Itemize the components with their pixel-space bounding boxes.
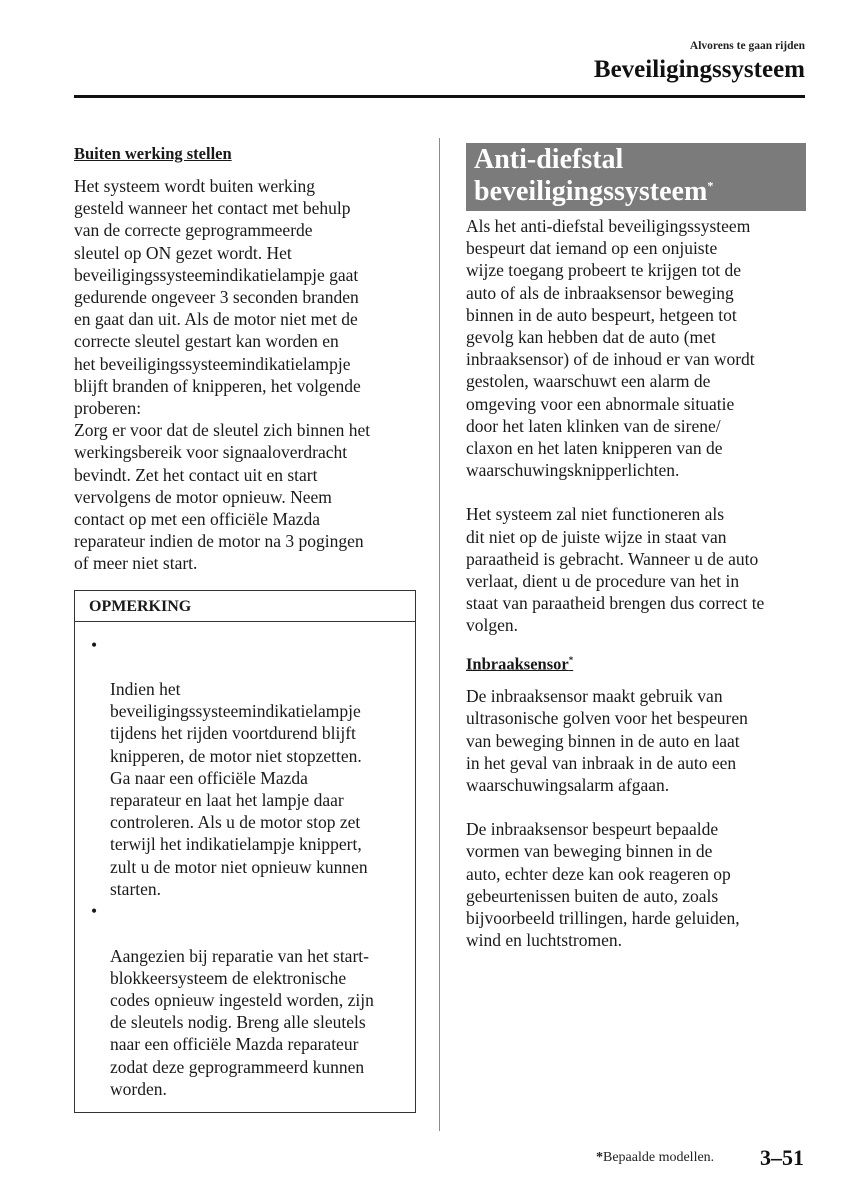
footnote-asterisk: *	[596, 1150, 603, 1165]
note-list	[75, 622, 415, 1112]
bullet-icon: •	[91, 634, 98, 655]
subhead-intrusion-sensor	[466, 649, 811, 676]
subhead-disable: Buiten werking stellen	[74, 144, 232, 163]
footnote	[596, 1150, 714, 1166]
asterisk-mark: *	[707, 178, 714, 193]
asterisk-mark: *	[568, 654, 574, 665]
disable-body-text: Het systeem wordt buiten werking gesteld wanneer het contact met behulp van de correcte geprogrammeerde sleutel op ON gezet wordt. Het beveiligingssysteemindikatielampje gaat gedurende ongeveer 3 seconden branden en gaat dan uit. Als de motor niet met de correcte sleutel gestart kan worden en het beveiligingssysteemindikatielampje blijft branden of knipperen, het volgende proberen: Zorg er voor dat de sleutel zich binnen het werkingsbereik voor signaaloverdracht bevindt. Zet het contact uit en start vervolgens de motor opnieuw. Neem contact op met een officiële Mazda reparateur indien de motor na 3 pogingen of meer niet start.	[74, 176, 371, 574]
section-label: Alvorens te gaan rijden	[689, 40, 805, 52]
sensor-limitations-text: De inbraaksensor bespeurt bepaalde vormen van beweging binnen in de auto, echter deze kan ook reageren op gebeurtenissen buiten de auto, zoals bijvoorbeeld trillingen, harde geluiden, wind en luchtstromen.	[466, 819, 740, 951]
note-item-text: Aangezien bij reparatie van het start- blokkeersysteem de elektronische codes opnieuw ingesteld worden, zijn de sleutels nodig. Breng alle sleutels naar een officiële Mazda reparateur zodat deze geprogrammeerd kunnen worden.	[110, 945, 374, 1099]
banner-title-line2	[474, 176, 713, 208]
header-rule	[74, 95, 805, 98]
footnote-text: Bepaalde modellen.	[603, 1150, 715, 1165]
antitheft-intro-text: Als het anti-diefstal beveiligingssysteem bespeurt dat iemand op een onjuiste wijze toegang probeert te krijgen tot de auto of als de inbraaksensor beweging binnen in de auto bespeurt, hetgeen tot gevolg kan hebben dat de auto (met inbraaksensor) of de inhoud er van wordt gestolen, waarschuwt een alarm de omgeving voor een abnormale situatie door het laten klinken van de sirene/ claxon en het laten knipperen van de waarschuwingsknipperlichten.	[466, 216, 755, 481]
page-number: 3–51	[760, 1145, 804, 1170]
section-banner	[466, 143, 806, 211]
column-divider	[439, 138, 440, 1131]
note-box	[74, 590, 416, 1113]
banner-title-text: beveiligingssysteem	[474, 176, 708, 207]
antitheft-arming-text: Het systeem zal niet functioneren als dit niet op de juiste wijze in staat van paraatheid is gebracht. Wanneer u de auto verlaat, dient u de procedure van het in staat van paraatheid brengen dus correct te volgen.	[466, 504, 765, 636]
note-heading: OPMERKING	[75, 591, 415, 622]
left-column	[74, 143, 416, 1113]
bullet-icon: •	[91, 901, 98, 922]
banner-title-line1: Anti-diefstal	[474, 144, 624, 175]
sensor-description-text: De inbraaksensor maakt gebruik van ultrasonische golven voor het bespeuren van beweging binnen in de auto en laat in het geval van inbraak in de auto een waarschuwingsalarm afgaan.	[466, 686, 748, 795]
subhead-text: Inbraaksensor	[466, 654, 569, 674]
page-title: Beveiligingssysteem	[593, 56, 805, 83]
note-item	[89, 900, 405, 1100]
note-item-text: Indien het beveiligingssysteemindikatielampje tijdens het rijden voortdurend blijft knipperen, de motor niet stopzetten. Ga naar een officiële Mazda reparateur en laat het lampje daar controleren. Als u de motor stop zet terwijl het indikatielampje knippert, zult u de motor niet opnieuw kunnen starten.	[110, 679, 368, 899]
note-item	[89, 634, 405, 900]
right-column	[466, 215, 811, 951]
